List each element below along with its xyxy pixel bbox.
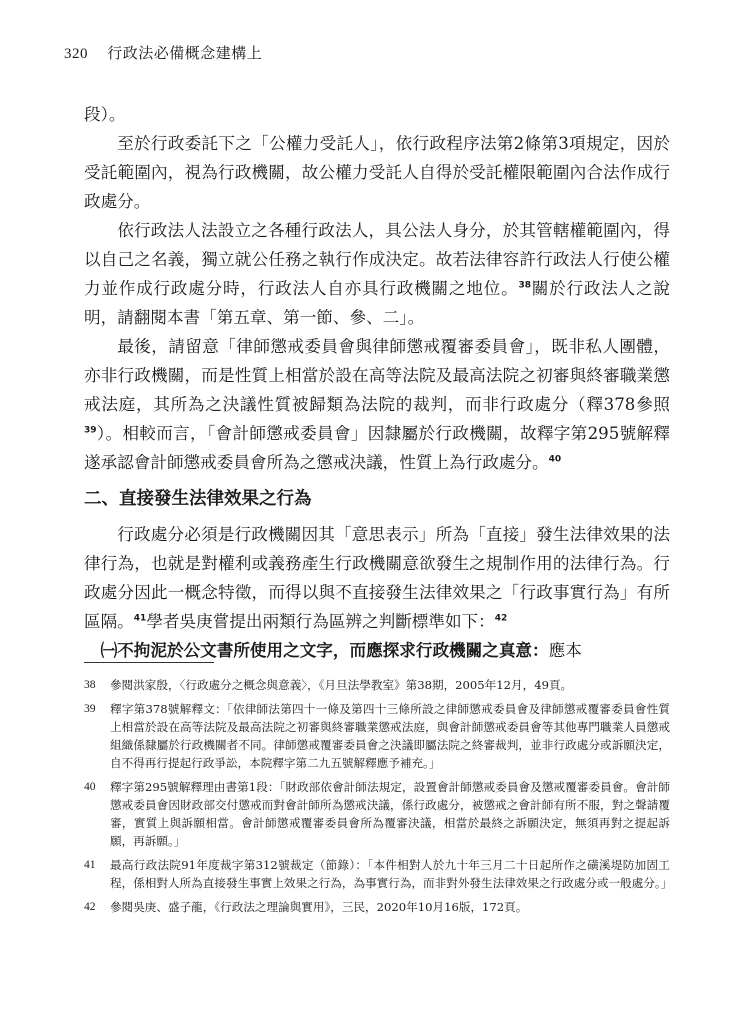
paragraph-text: 應本: [548, 641, 582, 660]
subsection-heading: ㈠不拘泥於公文書所使用之文字，而應探求行政機關之真意：: [100, 641, 549, 660]
paragraph-text: 行政處分必須是行政機關因其「意思表示」所為「直接」發生法律效果的法律行為，也就是對權利或義務產生行政機關意欲發生之規制作用的法律行為。行政處分因此一概念特徵，而得以與不直接發生法律效果之「行政事實行為」有所區隔。: [84, 525, 670, 631]
footnote-number: 40: [84, 780, 96, 793]
main-text: [84, 100, 670, 665]
footnote-text: 參閱吳庚、盛子龍，《行政法之理論與實用》，三民，2020年10月16版，172頁。: [110, 900, 528, 914]
page-number: 320: [64, 46, 88, 62]
footnote-number: 39: [84, 702, 96, 715]
paragraph-continuation: 段）。: [84, 105, 126, 124]
footnotes: [84, 676, 673, 922]
footnote-number: 41: [84, 858, 96, 871]
footnote-text: 最高行政法院91年度裁字第312號裁定（節錄）：「本件相對人於九十年三月二十日起所作之磺溪堤防加固工程，係相對人所為直接發生事實上效果之行為，為事實行為，而非對外發生法律效果之行政處分或一般處分。」: [110, 858, 673, 890]
footnote: [84, 676, 670, 694]
book-title: 行政法必備概念建構上: [107, 44, 263, 62]
paragraph-text: ）。相較而言，「會計師懲戒委員會」因隸屬於行政機關，故釋字第295號解釋遂承認會計師懲戒委員會所為之懲戒決議，性質上為行政處分。: [84, 424, 670, 472]
footnote-number: 38: [84, 678, 96, 691]
footnote: [84, 700, 670, 772]
paragraph: [84, 216, 670, 332]
footnote-ref: 39: [84, 425, 97, 436]
paragraph-text: 最後，請留意「律師懲戒委員會與律師懲戒覆審委員會」，既非私人團體，亦非行政機關，而是性質上相當於設在高等法院及最高法院之初審與終審職業懲戒法庭，其所為之決議性質被歸類為法院的裁判，而非行政處分（釋378參照: [84, 337, 670, 414]
paragraph: [84, 520, 670, 636]
footnote-text: 釋字第295號解釋理由書第1段：「財政部依會計師法規定，設置會計師懲戒委員會及懲戒覆審委員會。會計師懲戒委員會因財政部交付懲戒而對會計師所為懲戒決議，係行政處分，被懲戒之會計師有所不服，對之聲請覆審，實質上與訴願相當。會計師懲戒覆審委員會所為覆審決議，相當於最終之訴願決定，無須再對之提起訴願，再訴願。」: [110, 780, 670, 848]
footnote: [84, 898, 670, 916]
footnote-number: 42: [84, 900, 96, 913]
footnote: [84, 778, 670, 850]
footnote-text: 釋字第378號解釋文：「依律師法第四十一條及第四十三條所設之律師懲戒委員會及律師懲戒覆審委員會性質上相當於設在高等法院及最高法院之初審與終審職業懲戒法庭，與會計師懲戒委員會等其他專門職業人員懲戒組織係隸屬於行政機關者不同。律師懲戒覆審委員會之決議即屬法院之終審裁判，並非行政處分或訴願決定，自不得再行提起行政爭訟，本院釋字第二九五號解釋應予補充。」: [110, 702, 670, 770]
footnote: [84, 856, 673, 892]
paragraph-text: 關於行政法人之說明，請翻閱本書「第五章、第一節、參、二」。: [84, 279, 671, 327]
running-header: [64, 42, 262, 63]
footnote-ref: 40: [548, 454, 562, 465]
subsection-line: [84, 636, 670, 665]
section-heading: 二、直接發生法律效果之行為: [84, 489, 312, 509]
footnote-text: 參閱洪家殷，〈行政處分之概念與意義〉，《月旦法學教室》第38期，2005年12月，49頁。: [110, 678, 573, 692]
paragraph: 至於行政委託下之「公權力受託人」，依行政程序法第2條第3項規定，因於受託範圍內，視為行政機關，故公權力受託人自得於受託權限範圍內合法作成行政處分。: [84, 134, 670, 211]
footnote-divider: [84, 662, 214, 663]
paragraph: [84, 332, 670, 477]
footnote-ref: 38: [518, 280, 531, 291]
footnote-ref: 42: [494, 613, 508, 624]
paragraph-text: 學者吳庚嘗提出兩類行為區辨之判斷標準如下：: [146, 612, 495, 631]
footnote-ref: 41: [133, 613, 147, 624]
paragraph-text: 依行政法人法設立之各種行政法人，具公法人身分，於其管轄權範圍內，得以自己之名義，獨立就公任務之執行作成決定。故若法律容許行政法人行使公權力並作成行政處分時，行政法人自亦具行政機關之地位。: [84, 221, 670, 298]
